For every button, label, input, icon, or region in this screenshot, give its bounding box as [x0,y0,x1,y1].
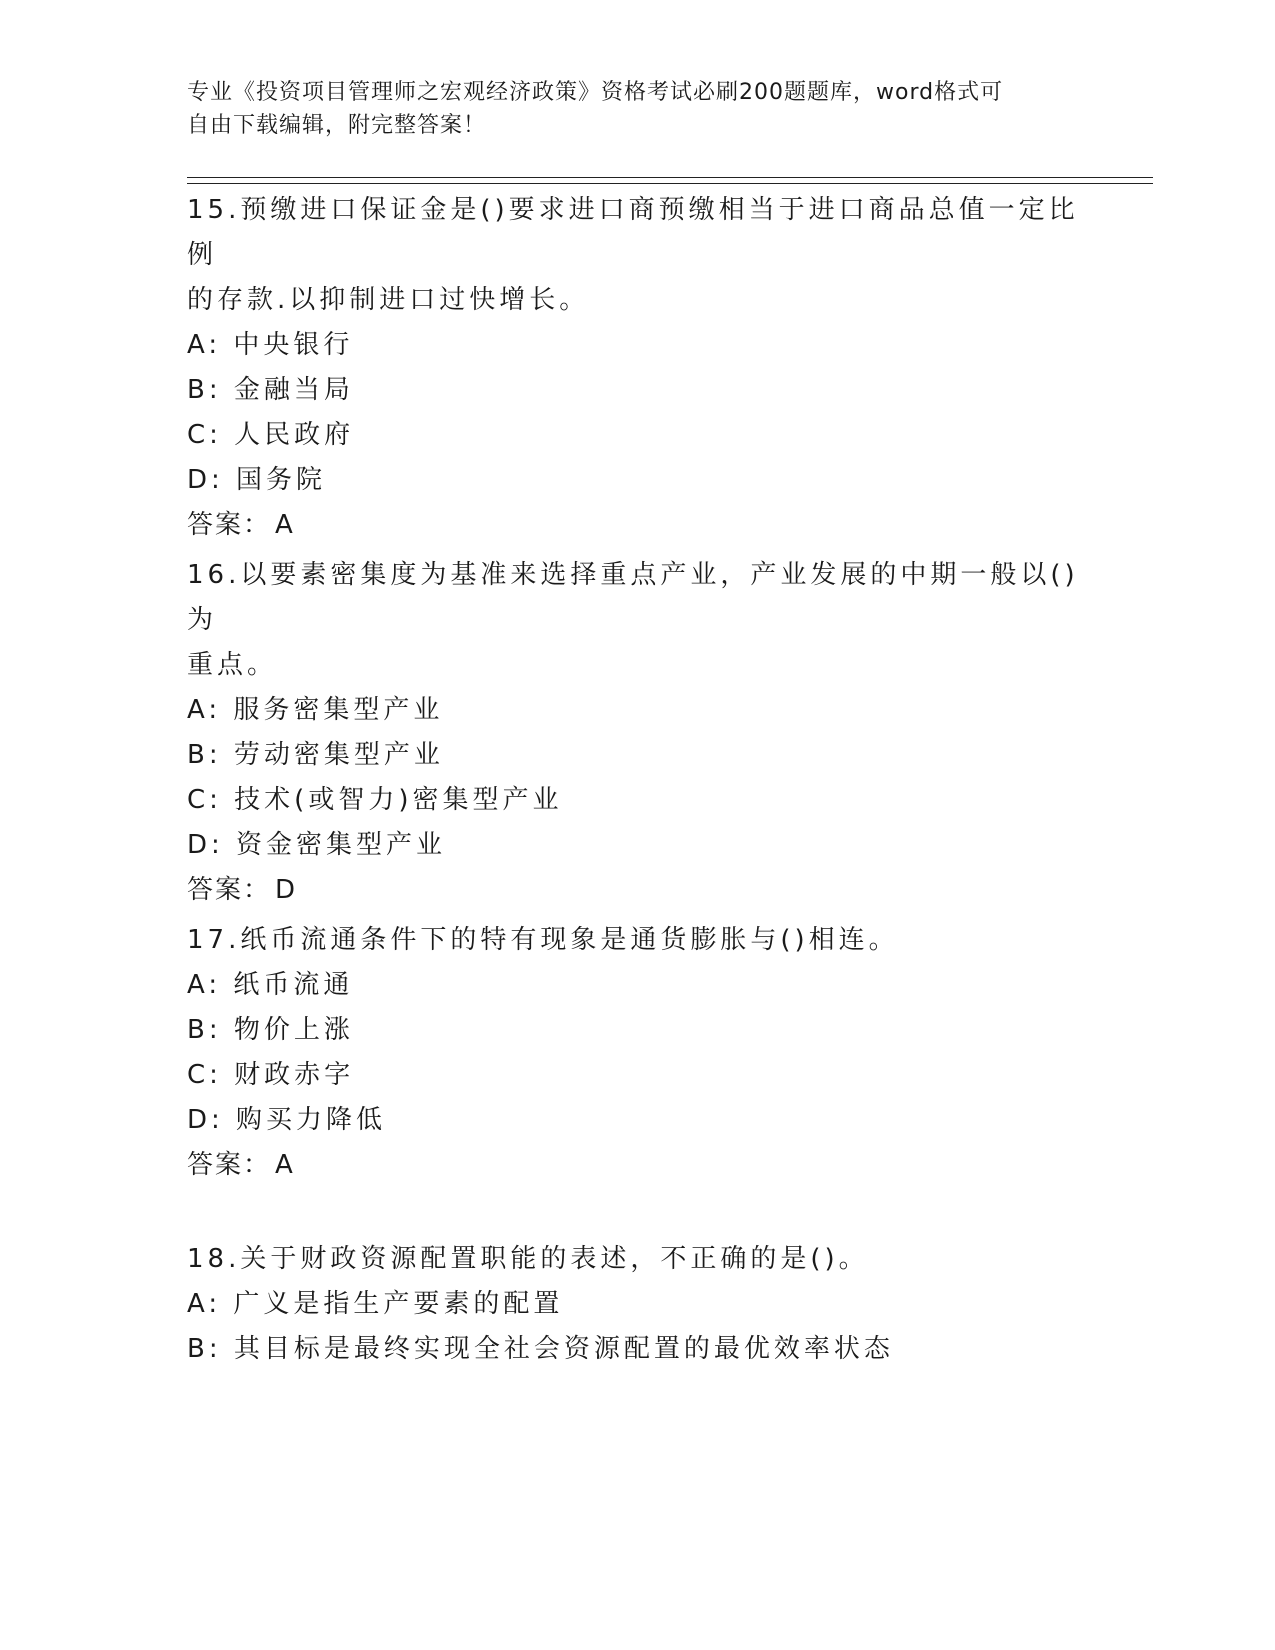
answer-value: D [275,875,297,905]
answer [187,868,1087,913]
option-c: C: 人民政府 [187,420,355,450]
option-a: A: 广义是指生产要素的配置 [187,1289,564,1319]
answer [187,1143,1087,1188]
option-d: D: 购买力降低 [187,1105,387,1135]
option-d: D: 资金密集型产业 [187,830,447,860]
header-divider-bottom [187,183,1153,184]
question-stem-line: 重点。 [187,650,278,680]
question-18 [187,1237,1087,1372]
option-b: B: 劳动密集型产业 [187,740,444,770]
question-16 [187,553,1087,913]
question-stem-line: 的存款.以抑制进口过快增长。 [187,285,590,315]
answer-label: 答案： [187,510,272,540]
option-a: A: 服务密集型产业 [187,695,444,725]
question-stem-line: 16.以要素密集度为基准来选择重点产业，产业发展的中期一般以()为 [187,560,1079,635]
answer-label: 答案： [187,1150,272,1180]
option-a: A: 纸币流通 [187,970,354,1000]
option-b: B: 其目标是最终实现全社会资源配置的最优效率状态 [187,1334,894,1364]
option-d: D: 国务院 [187,465,327,495]
document-header [187,76,1087,142]
header-divider-top [187,177,1153,178]
answer-value: A [275,510,294,540]
answer [187,503,1087,548]
option-c: C: 技术(或智力)密集型产业 [187,785,563,815]
question-stem-line: 18.关于财政资源配置职能的表述，不正确的是()。 [187,1244,869,1274]
answer-value: A [275,1150,294,1180]
option-b: B: 物价上涨 [187,1015,354,1045]
question-15 [187,188,1087,548]
option-a: A: 中央银行 [187,330,354,360]
question-stem-line: 15.预缴进口保证金是()要求进口商预缴相当于进口商品总值一定比例 [187,195,1079,270]
question-stem-line: 17.纸币流通条件下的特有现象是通货膨胀与()相连。 [187,925,899,955]
question-17 [187,918,1087,1188]
header-line-1: 专业《投资项目管理师之宏观经济政策》资格考试必刷200题题库，word格式可 [187,80,1004,105]
option-c: C: 财政赤字 [187,1060,355,1090]
option-b: B: 金融当局 [187,375,354,405]
answer-label: 答案： [187,875,272,905]
header-line-2: 自由下载编辑，附完整答案！ [187,113,487,138]
